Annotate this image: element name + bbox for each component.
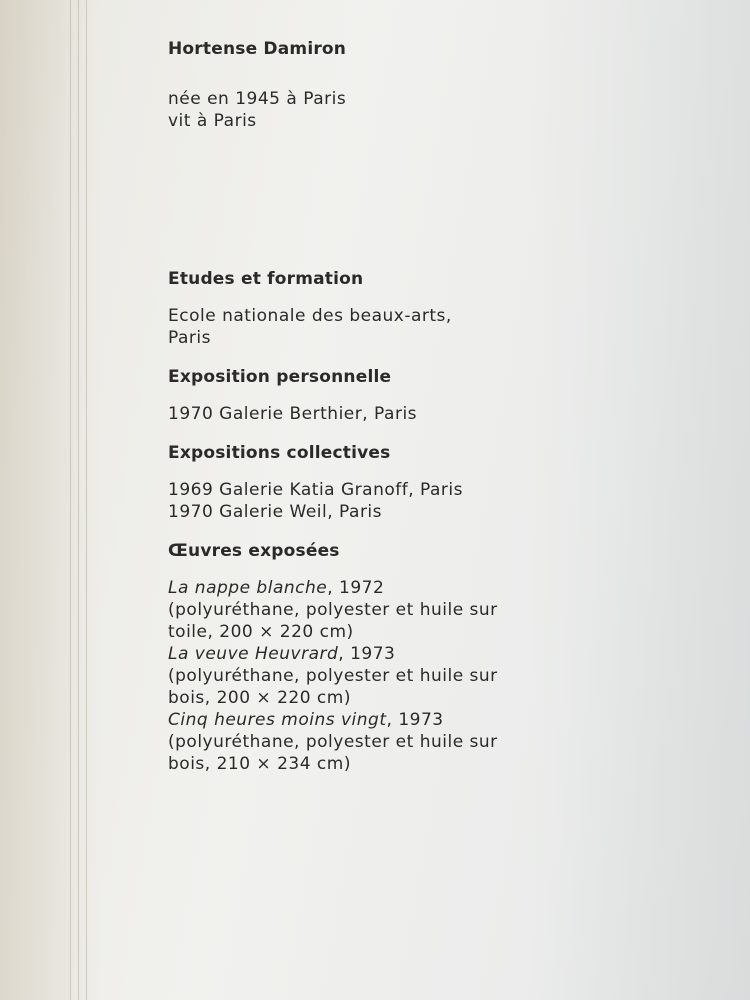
education-section <box>168 268 588 349</box>
page-gutter-shadow <box>0 0 100 1000</box>
page-edge <box>70 0 71 1000</box>
works-section <box>168 540 588 775</box>
work-year: , 1972 <box>327 578 385 598</box>
work-detail: toile, 200 × 220 cm) <box>168 622 354 642</box>
work-detail: bois, 210 × 234 cm) <box>168 754 351 774</box>
work-detail: (polyuréthane, polyester et huile sur <box>168 732 498 752</box>
work-item <box>168 643 588 709</box>
works-heading: Œuvres exposées <box>168 541 340 561</box>
group-exhibition-line: 1970 Galerie Weil, Paris <box>168 502 383 522</box>
work-title: La nappe blanche <box>168 578 328 598</box>
work-item <box>168 577 588 643</box>
education-line: Paris <box>168 328 211 348</box>
work-detail: (polyuréthane, polyester et huile sur <box>168 600 498 620</box>
solo-exhibition-section <box>168 366 588 425</box>
bio-line: née en 1945 à Paris <box>168 89 347 109</box>
solo-exhibition-line: 1970 Galerie Berthier, Paris <box>168 404 418 424</box>
work-detail: bois, 200 × 220 cm) <box>168 688 351 708</box>
solo-exhibition-heading: Exposition personnelle <box>168 367 392 387</box>
group-exhibition-line: 1969 Galerie Katia Granoff, Paris <box>168 480 463 500</box>
work-item <box>168 709 588 775</box>
page-edge <box>86 0 87 1000</box>
work-year: , 1973 <box>386 710 444 730</box>
catalog-entry <box>168 38 588 792</box>
education-heading: Etudes et formation <box>168 269 364 289</box>
work-detail: (polyuréthane, polyester et huile sur <box>168 666 498 686</box>
page-edge <box>78 0 79 1000</box>
work-title: La veuve Heuvrard <box>168 644 339 664</box>
education-line: Ecole nationale des beaux-arts, <box>168 306 452 326</box>
bio-line: vit à Paris <box>168 111 257 131</box>
work-year: , 1973 <box>338 644 396 664</box>
work-title-line <box>168 643 588 665</box>
work-title-line <box>168 709 588 731</box>
artist-name: Hortense Damiron <box>168 39 347 59</box>
artist-bio <box>168 88 588 132</box>
work-title-line <box>168 577 588 599</box>
group-exhibitions-heading: Expositions collectives <box>168 443 391 463</box>
group-exhibitions-section <box>168 442 588 523</box>
work-title: Cinq heures moins vingt <box>168 710 387 730</box>
